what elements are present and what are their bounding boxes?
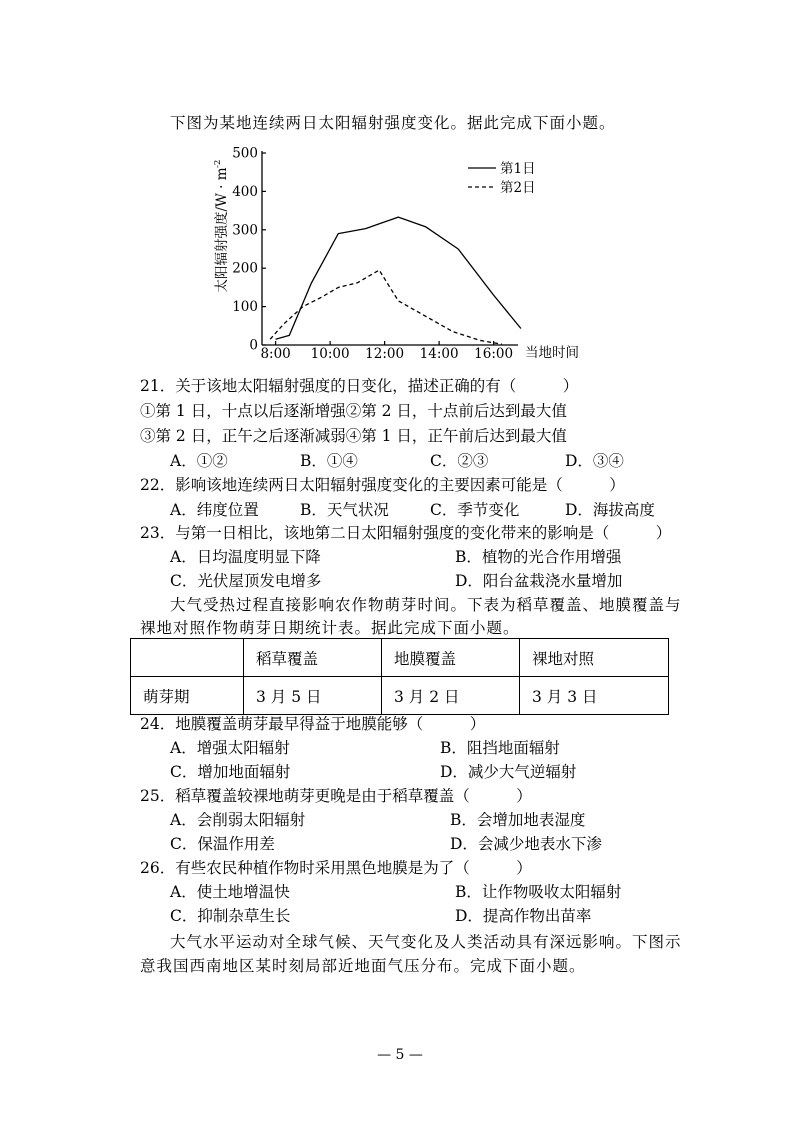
intro-table-line1: 大气受热过程直接影响农作物萌芽时间。下表为稻草覆盖、地膜覆盖与 xyxy=(170,596,682,614)
q22-option-c[interactable]: C．季节变化 xyxy=(430,501,520,519)
q26-option-d[interactable]: D．提高作物出苗率 xyxy=(455,907,592,925)
q25-stem: 25．稻草覆盖较裸地萌芽更晚是由于稻草覆盖（ ） xyxy=(140,787,532,805)
legend-label-day1: 第1日 xyxy=(500,161,536,177)
x-tick-label: 12:00 xyxy=(365,346,405,362)
intro-chart: 下图为某地连续两日太阳辐射强度变化。据此完成下面小题。 xyxy=(170,114,616,132)
q26-option-a[interactable]: A．使土地增温快 xyxy=(170,883,290,901)
y-axis-label xyxy=(213,160,230,293)
y-tick-label: 200 xyxy=(232,260,258,277)
table-header-empty xyxy=(131,639,244,677)
y-tick-label: 0 xyxy=(249,337,258,354)
q24-option-b[interactable]: B．阻挡地面辐射 xyxy=(440,739,560,757)
series-line-day2 xyxy=(270,270,502,344)
q24-option-a[interactable]: A．增强太阳辐射 xyxy=(170,739,290,757)
table-cell-straw: 3 月 5 日 xyxy=(244,677,382,715)
q22-stem: 22．影响该地连续两日太阳辐射强度变化的主要因素可能是（ ） xyxy=(140,476,625,494)
q21-option-b[interactable]: B．①④ xyxy=(300,452,358,470)
q26-option-b[interactable]: B．让作物吸收太阳辐射 xyxy=(455,883,622,901)
q24-stem: 24．地膜覆盖萌芽最早得益于地膜能够（ ） xyxy=(140,715,486,733)
q21-statement-2: ③第 2 日，正午之后逐渐减弱④第 1 日，正午前后达到最大值 xyxy=(140,427,567,445)
q24-option-c[interactable]: C．增加地面辐射 xyxy=(170,763,291,781)
q21-option-d[interactable]: D．③④ xyxy=(565,452,624,470)
intro-map-line2: 意我国西南地区某时刻局部近地面气压分布。完成下面小题。 xyxy=(140,957,586,975)
germination-table xyxy=(130,638,669,715)
table-header-straw: 稻草覆盖 xyxy=(244,639,382,677)
table-header-bare: 裸地对照 xyxy=(520,639,669,677)
x-tick-label: 16:00 xyxy=(474,346,514,362)
q21-option-a[interactable]: A．①② xyxy=(170,452,228,470)
x-axis-label: 当地时间 xyxy=(525,345,579,361)
q23-option-b[interactable]: B．植物的光合作用增强 xyxy=(455,548,622,566)
chart-legend xyxy=(468,161,536,196)
q25-option-a[interactable]: A．会削弱太阳辐射 xyxy=(170,811,306,829)
intro-table-line2: 裸地对照作物萌芽日期统计表。据此完成下面小题。 xyxy=(140,619,520,637)
intro-map-line1: 大气水平运动对全球气候、天气变化及人类活动具有深远影响。下图示 xyxy=(170,933,682,951)
solar-radiation-chart xyxy=(200,140,600,365)
q21-option-c[interactable]: C．②③ xyxy=(430,452,489,470)
q21-stem: 21．关于该地太阳辐射强度的日变化，描述正确的有（ ） xyxy=(140,377,579,395)
table-cell-bare: 3 月 3 日 xyxy=(520,677,669,715)
y-axis-label-text: 太阳辐射强度/W · m xyxy=(214,167,230,293)
q23-stem: 23．与第一日相比，该地第二日太阳辐射强度的变化带来的影响是（ ） xyxy=(140,524,672,542)
table-cell-label: 萌芽期 xyxy=(131,677,244,715)
q22-option-d[interactable]: D．海拔高度 xyxy=(565,501,655,519)
table-row xyxy=(131,677,669,715)
q23-option-c[interactable]: C．光伏屋顶发电增多 xyxy=(170,572,322,590)
x-tick-label: 10:00 xyxy=(310,346,350,362)
q23-option-d[interactable]: D．阳台盆栽浇水量增加 xyxy=(455,572,623,590)
y-tick-label: 500 xyxy=(232,145,258,162)
q25-option-c[interactable]: C．保温作用差 xyxy=(170,835,275,853)
y-tick-label: 400 xyxy=(232,183,258,200)
x-tick-label: 8:00 xyxy=(260,346,291,362)
q26-stem: 26．有些农民种植作物时采用黑色地膜是为了（ ） xyxy=(140,859,532,877)
y-axis-label-sup: -2 xyxy=(213,159,223,168)
y-tick-label: 100 xyxy=(232,299,258,316)
series-line-day1 xyxy=(276,217,521,339)
q24-option-d[interactable]: D．减少大气逆辐射 xyxy=(440,763,577,781)
table-header-row xyxy=(131,639,669,677)
table-cell-film: 3 月 2 日 xyxy=(382,677,520,715)
x-tick-label: 14:00 xyxy=(419,346,459,362)
q26-option-c[interactable]: C．抑制杂草生长 xyxy=(170,907,291,925)
q23-option-a[interactable]: A．日均温度明显下降 xyxy=(170,548,321,566)
q21-statement-1: ①第 1 日，十点以后逐渐增强②第 2 日，十点前后达到最大值 xyxy=(140,402,567,420)
q25-option-b[interactable]: B．会增加地表湿度 xyxy=(450,811,586,829)
q25-option-d[interactable]: D．会减少地表水下渗 xyxy=(450,835,602,853)
y-tick-label: 300 xyxy=(232,222,258,239)
q22-option-b[interactable]: B．天气状况 xyxy=(300,501,389,519)
table-header-film: 地膜覆盖 xyxy=(382,639,520,677)
legend-label-day2: 第2日 xyxy=(500,180,536,196)
q22-option-a[interactable]: A．纬度位置 xyxy=(170,501,259,519)
page-number: — 5 — xyxy=(377,1047,423,1063)
